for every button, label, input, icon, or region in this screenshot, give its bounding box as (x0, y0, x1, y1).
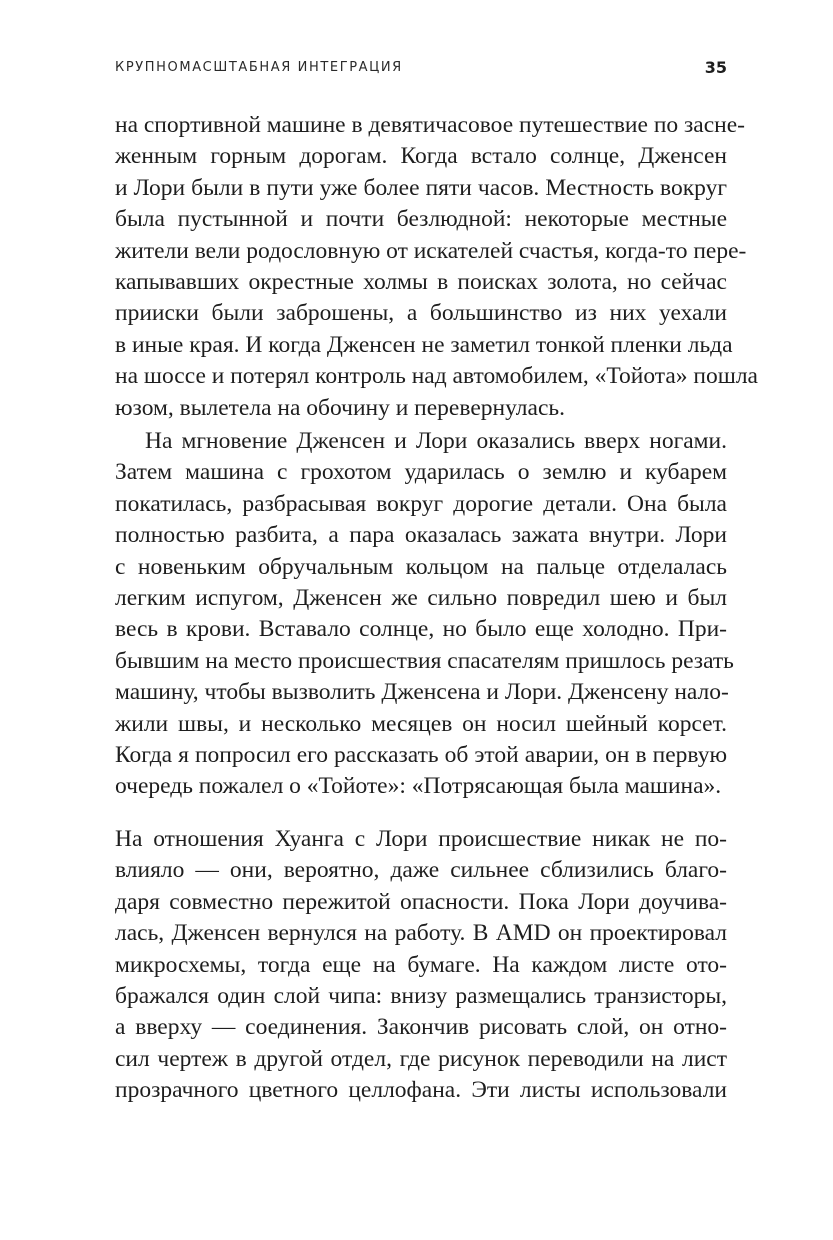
text-line: прииски были заброшены, а большинство из них уехали (115, 300, 727, 327)
text-line: лась, Дженсен вернулся на работу. В AMD он проектировал (115, 920, 727, 947)
text-line: легким испугом, Дженсен же сильно повредил шею и был (115, 584, 727, 611)
text-line: Когда я попросил его рассказать об этой аварии, он в первую (115, 741, 727, 768)
text-line: юзом, вылетела на обочину и перевернулась. (115, 394, 565, 421)
text-line: на спортивной машине в девятичасовое путешествие по засне- (115, 112, 745, 138)
text-line: полностью разбита, а пара оказалась зажата внутри. Лори (115, 522, 727, 549)
text-line: влияло — они, вероятно, даже сильнее сблизились благо- (115, 857, 727, 884)
text-line: женным горным дорогам. Когда встало солнце, Дженсен (115, 143, 727, 170)
text-line: бывшим на место происшествия спасателям пришлось резать (115, 647, 734, 674)
paragraph-1 (115, 110, 758, 424)
text-line: в иные края. И когда Дженсен не заметил тонкой пленки льда (115, 331, 733, 358)
text-line: жили швы, и несколько месяцев он носил шейный корсет. (115, 710, 727, 737)
paragraph-2 (115, 426, 734, 803)
text-line: машину, чтобы вызволить Дженсена и Лори. Дженсену нало- (115, 679, 729, 706)
text-line: весь в крови. Вставало солнце, но было еще холодно. При- (115, 616, 727, 643)
text-line: даря совместно пережитой опасности. Пока Лори доучива- (115, 888, 727, 915)
running-title: КРУПНОМАСШТАБНАЯ ИНТЕГРАЦИЯ (115, 60, 403, 75)
text-line: очередь пожалел о «Тойоте»: «Потрясающая была машина». (115, 773, 722, 800)
text-line: Затем машина с грохотом ударилась о землю и кубарем (115, 459, 727, 486)
text-line: На отношения Хуанга с Лори происшествие никак не по- (115, 826, 727, 852)
text-line: и Лори были в пути уже более пяти часов. Местность вокруг (115, 174, 727, 201)
text-line: жители вели родословную от искателей счастья, когда-то пере- (115, 237, 747, 264)
text-line: сил чертеж в другой отдел, где рисунок переводили на лист (115, 1045, 727, 1072)
text-line: микросхемы, тогда еще на бумаге. На каждом листе ото- (115, 951, 727, 978)
text-line: На мгновение Дженсен и Лори оказались вверх ногами. (145, 428, 727, 454)
page-header (115, 60, 727, 82)
text-line: была пустынной и почти безлюдной: некоторые местные (115, 206, 727, 233)
text-line: на шоссе и потерял контроль над автомобилем, «Тойота» пошла (115, 363, 758, 390)
text-line: с новеньким обручальным кольцом на пальце отделалась (115, 553, 727, 580)
text-line: покатилась, разбрасывая вокруг дорогие детали. Она была (115, 490, 727, 517)
text-line: прозрачного цветного целлофана. Эти листы использовали (115, 1077, 727, 1104)
text-line: капывавших окрестные холмы в поисках золота, но сейчас (115, 268, 727, 295)
paragraph-3 (115, 824, 727, 1107)
text-line: а вверху — соединения. Закончив рисовать слой, он отно- (115, 1014, 727, 1041)
text-line: бражался один слой чипа: внизу размещались транзисторы, (115, 982, 727, 1009)
page-number: 35 (704, 58, 727, 77)
